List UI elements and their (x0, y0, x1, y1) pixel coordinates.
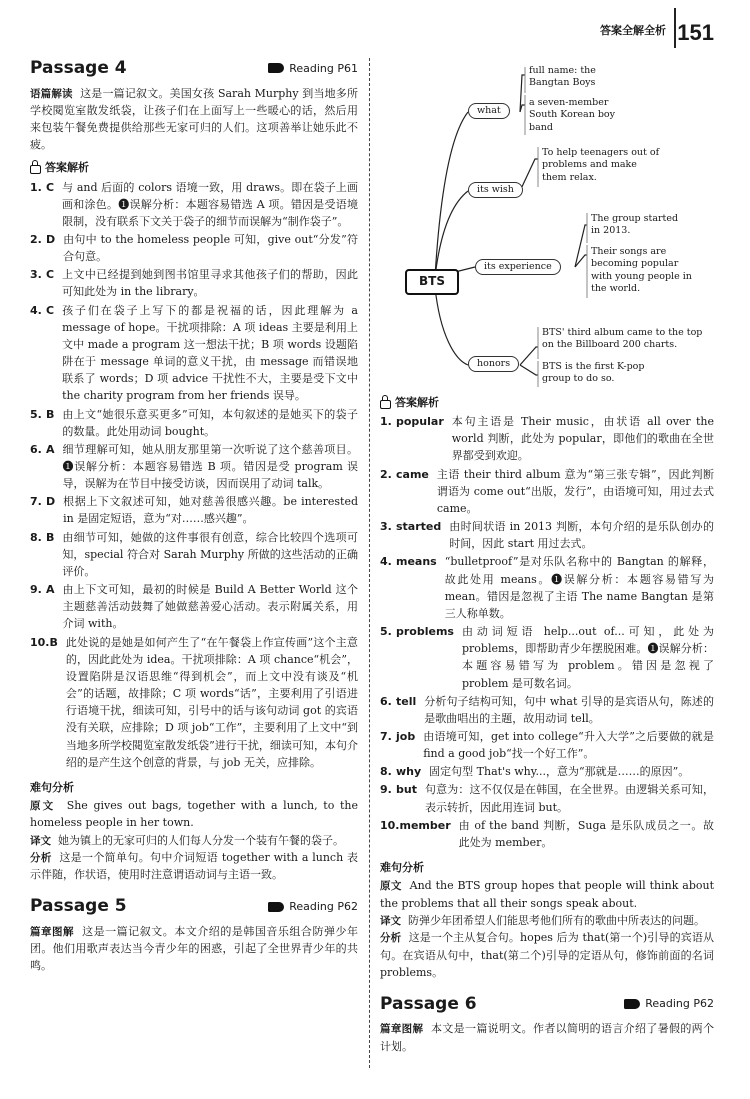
answer-item (380, 817, 714, 851)
passage4-difficult-heading: 难句分析 (30, 780, 74, 794)
answer-num: 8. (380, 765, 392, 779)
passage4-reading-ref (268, 60, 358, 77)
page-number: 151 (677, 20, 714, 45)
original-label: 原文 (30, 799, 56, 812)
answer-explanation: 由上文“她很乐意买更多”可知，本句叙述的是她买下的袋子的数量。此处用动词 bought。 (62, 407, 358, 438)
answer-explanation: 分析句子结构可知，句中 what 引导的是宾语从句，陈述的是歌曲唱出的主题，故用动词 tell。 (424, 694, 714, 725)
answer-num: 9. (30, 583, 42, 597)
answer-key: problems (396, 625, 454, 639)
answer-item (380, 781, 714, 815)
answer-item (30, 231, 358, 265)
answer-num: 4. (380, 555, 392, 569)
answer-explanation: 由句中 to the homeless people 可知，give out“分发”符合句意。 (63, 232, 358, 264)
passage4-intro (30, 85, 358, 154)
answer-item (30, 581, 358, 632)
leaf-boy-band: a seven-member South Korean boy band (529, 97, 615, 133)
answer-item (30, 179, 358, 230)
answer-num: 9. (380, 783, 392, 797)
answer-num: 10. (380, 818, 400, 832)
answer-item (30, 529, 358, 580)
left-column (30, 55, 358, 975)
branch-what: what (468, 103, 510, 119)
answer-key: A (46, 442, 55, 456)
leaf-billboard: BTS' third album came to the top on the Billboard 200 charts. (542, 327, 703, 351)
answer-explanation: 此处说的是她是如何产生了“在午餐袋上作宣传画”这个主意的，因此此处为 idea。干扰项排除：A 项 chance“机会”，设置陷阱是汉语思维“得到机会”，而上文中没有谈及“机会”的话题，故排除；C 项 words“话”，主要利用了引语进行语境干扰，细读可知，引号中的话与该句动词 got 的宾语没有关联，应排除；D 项 job“工作”，主要利用了上文中“到当地多所学校閱览室散发纸袋”进行干扰，细读可知，本句介绍的是产生这个创意的背景，与 job 无关，应排除。 (65, 635, 358, 769)
sentence-analysis (30, 849, 358, 884)
leaf-first-kpop: BTS is the first K-pop group to do so. (542, 361, 645, 385)
answer-num: 5. (30, 407, 42, 421)
answer-item (380, 728, 714, 762)
answer-explanation: 句意为：这不仅仅是在韩国，在全世界。由逻辑关系可知，表示转折，因此用连词 but。 (424, 783, 714, 814)
branch-honors: honors (468, 356, 519, 372)
answer-num: 2. (380, 467, 392, 481)
answer-key: job (396, 729, 416, 743)
original-text: And the BTS group hopes that people will think about the problems that all their songs speak about. (380, 879, 715, 910)
answer-explanation: 主语 their third album 意为“第三张专辑”，因此判断谓语为 come out“出版，发行”，由语境可知，用过去式 came。 (436, 467, 714, 515)
analysis-text: 这是一个主从复合句。hopes 后为 that(第一个)引导的宾语从句。在宾语从句中，that(第二个)引导的定语从句，修饰前面的名词 problems。 (380, 931, 714, 979)
answer-key: started (396, 520, 442, 534)
answer-num: 1. (30, 180, 42, 194)
translation-text: 她为镇上的无家可归的人们每人分发一个装有午餐的袋子。 (58, 833, 344, 847)
intro-text: 这是一篇记叙文。本文介绍的是韩国音乐组合防弹少年团。他们用歌声表达当今青少年的困惑，引起了全世界青少年的共鸣。 (30, 924, 359, 973)
page-header (0, 0, 750, 50)
answer-key: means (396, 555, 437, 569)
header-divider (674, 8, 676, 48)
original-label: 原文 (380, 880, 402, 893)
sentence-original (30, 797, 358, 832)
original-text: She gives out bags, together with a lunch, to the homeless people in her town. (30, 798, 359, 830)
answer-num: 1. (380, 415, 392, 429)
bts-mind-map (380, 55, 714, 390)
answer-explanation: 由语境可知，get into college“升入大学”之后要做的就是 find a good job“找一个好工作”。 (423, 729, 714, 761)
answer-key: B (46, 530, 55, 544)
answer-num: 3. (380, 520, 392, 534)
answer-key: D (46, 232, 56, 246)
answer-item (380, 553, 714, 622)
mind-map-center: BTS (405, 269, 459, 295)
passage4-answer-list (30, 179, 358, 771)
answer-item (380, 413, 714, 464)
leaf-line (520, 347, 538, 365)
answer-item (380, 763, 714, 780)
passage5-answers-heading (380, 394, 714, 411)
answer-item (380, 623, 714, 692)
passage5-difficult-heading: 难句分析 (380, 861, 424, 875)
passage4-header (30, 55, 358, 82)
reading-ref-label: Reading P61 (289, 61, 358, 75)
answer-explanation: 由细节可知，她做的这件事很有创意，综合比较四个选项可知，special 符合对 Sarah Murphy 所做的这些活动的正确评价。 (62, 530, 358, 578)
translation-label: 译文 (30, 834, 51, 847)
answer-explanation: 本句主语是 Their music，由状语 all over the world 判断，此处为 popular，即他们的歌曲在全世界都受到欢迎。 (451, 415, 714, 463)
sentence-translation (30, 832, 358, 849)
passage5-reading-ref (268, 898, 358, 915)
passage5-intro (30, 923, 358, 975)
answer-num: 3. (30, 268, 42, 282)
answer-num: 4. (30, 303, 42, 317)
lock-icon (30, 165, 41, 174)
connector-honors (435, 287, 468, 365)
connector-wish (435, 191, 468, 277)
analysis-label: 分析 (380, 932, 402, 945)
reading-ref-label: Reading P62 (645, 997, 714, 1011)
answer-item (30, 441, 358, 492)
translation-label: 译文 (380, 914, 401, 927)
answer-explanation: 由时间状语 in 2013 判断，本句介绍的是乐队创办的时间，因此 start 用过去式。 (449, 520, 714, 551)
answer-key: came (396, 467, 429, 481)
answer-explanation: 根据上下文叙述可知，她对慈善很感兴趣。be interested in 是固定短语，意为“对……感兴趣”。 (63, 495, 358, 526)
sentence-original (380, 877, 714, 912)
answer-explanation: 由 of the band 判断，Suga 是乐队成员之一。故此处为 member。 (458, 818, 714, 849)
reading-ref-label: Reading P62 (289, 900, 358, 914)
passage5-title: Passage 5 (30, 896, 127, 917)
answer-explanation: “bulletproof”是对乐队名称中的 Bangtan 的解释，故此处用 means。❶误解分析：本题容易错写为 mean。错因是忽视了主语 The name Bangtan 是第三人称单数。 (444, 555, 714, 620)
answer-explanation: 上文中已经提到她到图书馆里寻求其他孩子们的帮助，因此可知此处为 in the library。 (62, 268, 358, 299)
translation-text: 防弹少年团希望人们能思考他们所有的歌曲中所表达的问题。 (408, 913, 705, 927)
lock-icon (380, 400, 391, 409)
connector-what (435, 112, 468, 277)
intro-text: 本文是一篇说明文。作者以简明的语言介绍了暑假的两个计划。 (380, 1022, 715, 1053)
passage4-title: Passage 4 (30, 58, 127, 78)
answer-item (30, 493, 358, 527)
passage6-reading-ref (624, 995, 714, 1012)
pointing-hand-icon (268, 902, 284, 912)
answer-key: popular (396, 415, 444, 429)
answer-item (380, 518, 714, 552)
answer-key: why (396, 765, 422, 779)
section-title: 答案全解全析 (600, 24, 666, 37)
pointing-hand-icon (624, 999, 640, 1009)
answer-key: C (46, 180, 55, 194)
leaf-started: The group started in 2013. (591, 213, 679, 237)
answer-key: member (399, 818, 451, 832)
passage6-header (380, 991, 714, 1018)
answer-explanation: 细节理解可知，她从朋友那里第一次听说了这个慈善项目。❶误解分析：本题容易错选 B 项。错因是受 program 误导，误解为在节目中接受访谈，因而误用了动词 talk。 (62, 442, 358, 491)
answer-num: 5. (380, 625, 392, 639)
answer-item (380, 466, 714, 517)
right-column (380, 55, 714, 1055)
leaf-line (520, 159, 538, 191)
answer-item (30, 406, 358, 440)
analysis-label: 分析 (30, 851, 52, 864)
column-divider (369, 58, 370, 1068)
pointing-hand-icon (268, 63, 284, 73)
sentence-translation (380, 912, 714, 929)
answer-item (380, 693, 714, 727)
answer-num: 7. (380, 729, 392, 743)
answer-key: A (46, 583, 55, 597)
answer-key: C (46, 303, 55, 317)
answer-item (30, 634, 358, 771)
passage5-answer-list (380, 413, 714, 851)
passage6-title: Passage 6 (380, 993, 477, 1014)
answer-key: B (49, 635, 58, 649)
passage5-header (30, 893, 358, 920)
answer-key: C (46, 268, 55, 282)
answer-num: 6. (30, 442, 42, 456)
answer-key: tell (396, 694, 417, 708)
leaf-line (520, 365, 538, 375)
passage6-intro (380, 1020, 714, 1055)
answer-key: D (46, 495, 56, 509)
answer-num: 7. (30, 495, 42, 509)
answer-explanation: 固定句型 That's why...，意为“那就是……的原因”。 (429, 765, 690, 779)
answer-explanation: 孩子们在袋子上写下的都是祝福的话，因此理解为 a message of hope。干扰项排除：A 项 ideas 主要是利用上文中 made a program 这一想法干扰；B 项 words 设题陷阱在于 message 单词的意义干扰，由 message 而错误地联系了 words；D 项 advice 干扰性不大，主要是受下文中 the charity program from her friends 误导。 (62, 303, 358, 403)
leaf-line (520, 75, 525, 112)
answer-num: 2. (30, 232, 42, 246)
answer-item (30, 266, 358, 300)
answer-num: 8. (30, 530, 42, 544)
answer-explanation: 与 and 后面的 colors 语境一致，用 draws。即在袋子上画画和涂色。❶误解分析：本题容易错选 A 项。错因是受语境限制，没有联系下文关于袋子的细节而误解为“制作袋子”。 (62, 180, 358, 228)
answer-explanation: 由动词短语 help...out of...可知，此处为 problems，即帮助青少年摆脱困难。❶误解分析：本题容易错写为 problem。错因是忽视了 problem 是可数名词。 (461, 625, 714, 690)
passage4-answers-heading (30, 159, 358, 176)
intro-text: 这是一篇记叙文。美国女孩 Sarah Murphy 到当地多所学校閱览室散发纸袋，让孩子们在上面写上一些暖心的话，然后用来包装午餐免费提供给那些无家可归的人们。这项善举让她乐此不疲。 (30, 86, 358, 152)
answer-num: 10. (30, 635, 50, 649)
answer-key: B (46, 407, 55, 421)
answers-label: 答案解析 (45, 161, 89, 175)
analysis-text: 这是一个简单句。句中介词短语 together with a lunch 表示伴随，作状语，使用时注意谓语动词与主语一致。 (30, 850, 358, 882)
answer-item (30, 302, 358, 405)
intro-label: 语篇解读 (30, 87, 73, 100)
branch-its-wish: its wish (468, 182, 523, 198)
answers-label: 答案解析 (395, 396, 439, 409)
answer-explanation: 由上下文可知，最初的时候是 Build A Better World 这个主题慈善活动鼓舞了她做慈善爱心活动。表示附属关系，用介词 with。 (62, 583, 358, 631)
answer-num: 6. (380, 694, 392, 708)
branch-its-experience: its experience (475, 259, 561, 275)
leaf-full-name: full name: the Bangtan Boys (529, 65, 596, 89)
sentence-analysis (380, 929, 714, 981)
leaf-popular: Their songs are becoming popular with young people in the world. (591, 246, 692, 295)
intro-label: 篇章图解 (380, 1023, 424, 1036)
leaf-wish: To help teenagers out of problems and make them relax. (542, 147, 660, 183)
answer-key: but (396, 783, 417, 797)
intro-label: 篇章图解 (30, 925, 75, 938)
